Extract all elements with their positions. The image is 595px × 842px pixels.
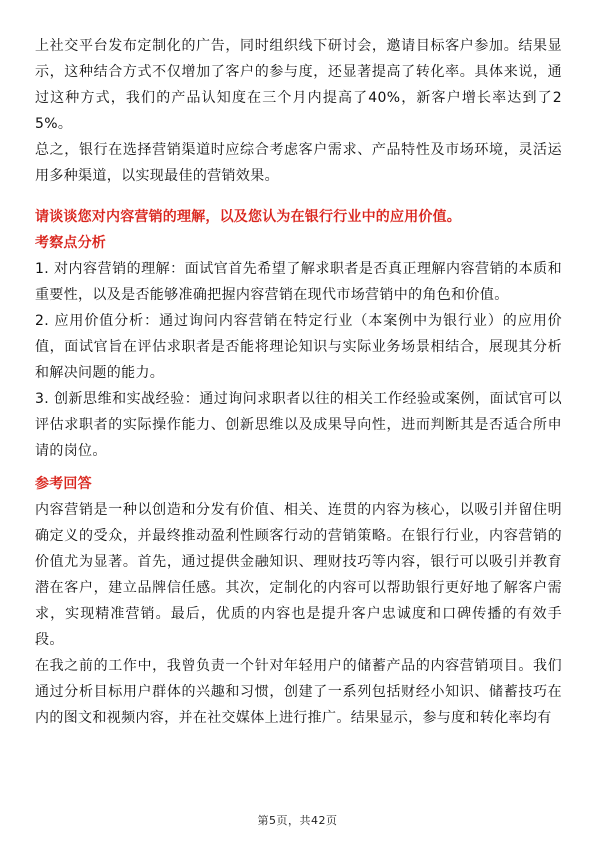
answer-paragraph-1: 内容营销是一种以创造和分发有价值、相关、连贯的内容为核心，以吸引并留住明确定义的受众，并最终推动盈利性顾客行动的营销策略。在银行行业，内容营销的价值尤为显著。首先，通过提供金融知识、理财技巧等内容，银行可以吸引并教育潜在客户，建立品牌信任感。其次，定制化的内容可以帮助银行更好地了解客户需求，实现精准营销。最后，优质的内容也是提升客户忠诚度和口碑传播的有效手段。 (35, 502, 562, 648)
analysis-item-3: 3. 创新思维和实战经验：通过询问求职者以往的相关工作经验或案例，面试官可以评估求职者的实际操作能力、创新思维以及成果导向性，进而判断其是否适合所申请的岗位。 (35, 391, 562, 459)
analysis-heading: 考察点分析 (35, 235, 106, 251)
page-number-footer: 第5页，共42页 (257, 814, 338, 827)
intro-paragraph-2: 总之，银行在选择营销渠道时应综合考虑客户需求、产品特性及市场环境，灵活运用多种渠道，以实现最佳的营销效果。 (35, 142, 562, 184)
answer-heading: 参考回答 (35, 476, 92, 492)
analysis-item-1: 1. 对内容营销的理解：面试官首先希望了解求职者是否真正理解内容营销的本质和重要性，以及是否能够准确把握内容营销在现代市场营销中的角色和价值。 (35, 261, 562, 303)
answer-paragraph-2: 在我之前的工作中，我曾负责一个针对年轻用户的储蓄产品的内容营销项目。我们通过分析目标用户群体的兴趣和习惯，创建了一系列包括财经小知识、储蓄技巧在内的图文和视频内容，并在社交媒体上进行推广。结果显示，参与度和转化率均有 (35, 658, 562, 726)
analysis-item-2: 2. 应用价值分析：通过询问内容营销在特定行业（本案例中为银行业）的应用价值，面试官旨在评估求职者是否能将理论知识与实际业务场景相结合，展现其分析和解决问题的能力。 (35, 313, 562, 381)
intro-paragraph-1: 上社交平台发布定制化的广告，同时组织线下研讨会，邀请目标客户参加。结果显示，这种结合方式不仅增加了客户的参与度，还显著提高了转化率。具体来说，通过这种方式，我们的产品认知度在三个月内提高了40%，新客户增长率达到了25%。 (35, 38, 562, 132)
question-heading: 请谈谈您对内容营销的理解，以及您认为在银行行业中的应用价值。 (35, 209, 461, 225)
page-content (35, 33, 562, 731)
